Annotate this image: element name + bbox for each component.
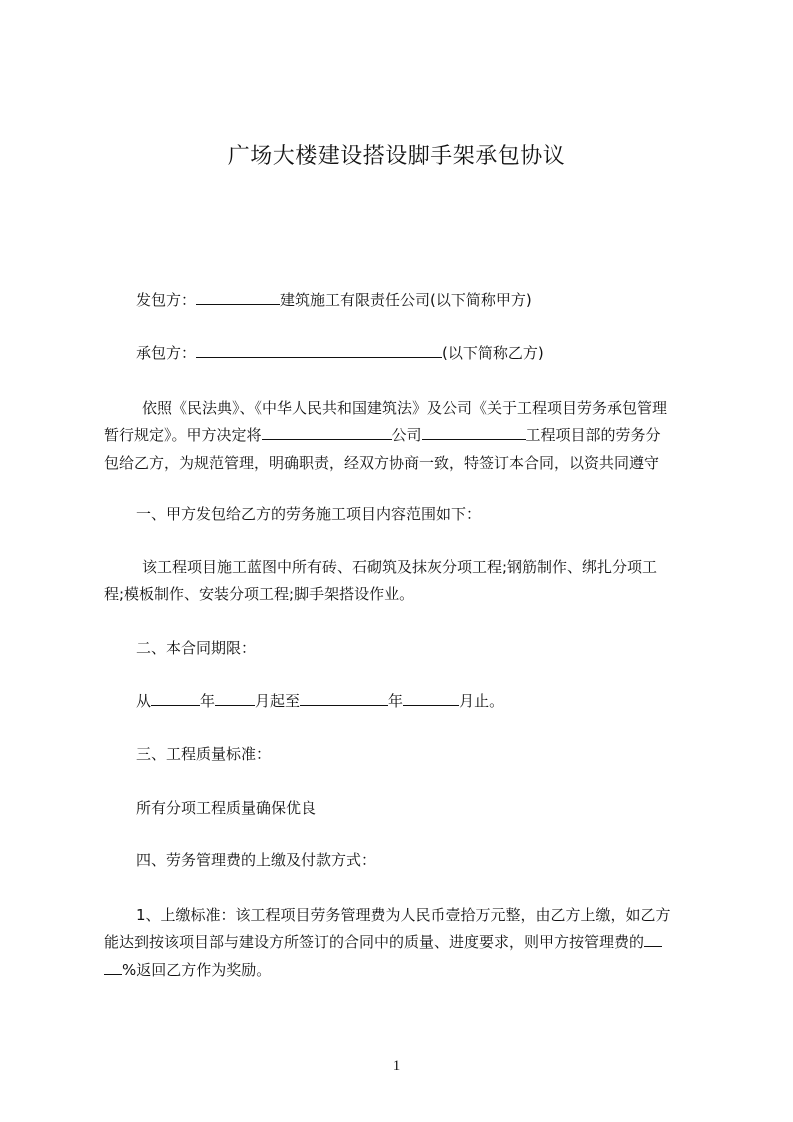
intro-line-2a: 暂行规定》。甲方决定将 <box>104 426 262 444</box>
start-year-blank <box>151 690 200 706</box>
section-4-heading: 四、劳务管理费的上缴及付款方式： <box>136 851 377 869</box>
party-a-label: 发包方： <box>136 291 197 309</box>
party-b-label: 承包方： <box>136 344 197 362</box>
section-4-line-3-text: %返回乙方作为奖励。 <box>122 961 272 979</box>
intro-line-2c: 工程项目部的劳务分 <box>525 426 661 444</box>
bonus-percent-blank-b <box>104 959 122 975</box>
section-1-heading: 一、甲方发包给乙方的劳务施工项目内容范围如下： <box>136 505 482 523</box>
section-4-line-2-text: 能达到按该项目部与建设方所签订的合同中的质量、进度要求，则甲方按管理费的 <box>104 933 645 951</box>
section-4-line-2 <box>104 931 662 953</box>
party-b-blank <box>196 342 442 358</box>
period-month-1: 月起至 <box>255 692 301 710</box>
document-title: 广场大楼建设搭设脚手架承包协议 <box>227 144 566 169</box>
party-b-text: (以下简称乙方) <box>442 344 544 362</box>
end-month-blank <box>403 690 459 706</box>
intro-project-blank <box>422 424 526 440</box>
section-2-heading: 二、本合同期限： <box>136 639 257 657</box>
page-number: 1 <box>392 1058 401 1074</box>
section-4-line-1: 1、上缴标准：该工程项目劳务管理费为人民币壹拾万元整，由乙方上缴，如乙方 <box>136 906 671 924</box>
section-3-text: 所有分项工程质量确保优良 <box>136 799 317 817</box>
period-from: 从 <box>136 692 152 710</box>
bonus-percent-blank-a <box>644 931 662 947</box>
end-year-blank <box>300 690 388 706</box>
intro-line-2 <box>104 424 661 446</box>
section-1-line-2: 程;模板制作、安装分项工程;脚手架搭设作业。 <box>104 585 415 603</box>
party-a-line <box>136 289 532 311</box>
intro-line-2b: 公司 <box>391 426 422 444</box>
party-b-line <box>136 342 544 364</box>
party-a-blank <box>196 289 280 305</box>
section-1-line-1: 该工程项目施工蓝图中所有砖、石砌筑及抹灰分项工程;钢筋制作、绑扎分项工 <box>142 558 658 576</box>
period-year-2: 年 <box>388 692 404 710</box>
start-month-blank <box>215 690 255 706</box>
intro-line-3: 包给乙方，为规范管理，明确职责，经双方协商一致，特签订本合同，以资共同遵守 <box>104 454 660 472</box>
party-a-text: 建筑施工有限责任公司(以下简称甲方) <box>280 291 532 309</box>
contract-period-line <box>136 690 504 712</box>
section-3-heading: 三、工程质量标准： <box>136 745 272 763</box>
intro-company-blank <box>262 424 392 440</box>
intro-line-1: 依照《民法典》、《中华人民共和国建筑法》及公司《关于工程项目劳务承包管理 <box>142 399 668 417</box>
section-4-line-3 <box>104 959 271 981</box>
period-year-1: 年 <box>200 692 216 710</box>
period-month-2: 月止。 <box>459 692 505 710</box>
